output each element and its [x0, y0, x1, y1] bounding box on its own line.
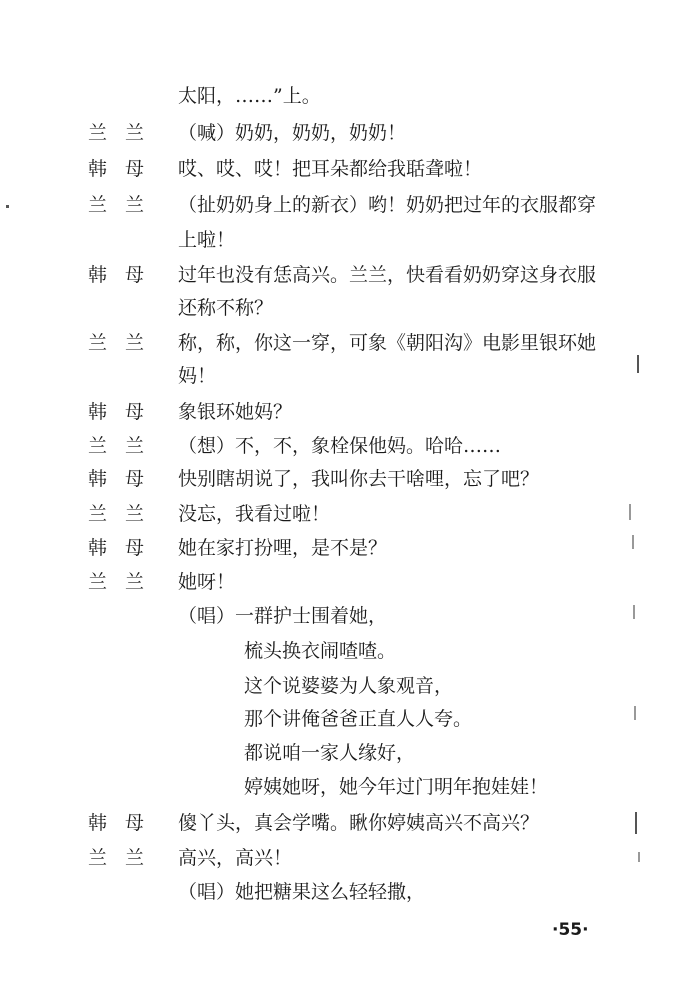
speaker-name: 兰兰 [88, 847, 163, 869]
speaker-name: 兰兰 [88, 435, 163, 457]
page-number: ·55· [552, 920, 589, 940]
speaker-name: 兰兰 [88, 332, 163, 354]
scan-speck [637, 355, 639, 373]
speaker-name: 兰兰 [88, 194, 163, 216]
speaker-name: 兰兰 [88, 503, 163, 525]
scan-speck [633, 605, 635, 619]
speaker-name: 韩母 [88, 401, 163, 423]
scan-speck [635, 812, 637, 834]
speaker-name: 韩母 [88, 812, 163, 834]
scan-speck [638, 852, 640, 862]
scan-speck [634, 706, 636, 720]
scan-speck [632, 535, 634, 549]
document-page: 太阳，……”上。 兰兰 （喊）奶奶，奶奶，奶奶！ 韩母 哎、哎、哎！把耳朵都给我聒聋啦！ 兰兰 （扯奶奶身上的新衣）哟！奶奶把过年的衣服都穿 上啦！ 韩母 过年也没有恁高兴。兰兰，快看看奶奶穿这身衣服 还称不称？ 兰兰 称，称，你这一穿，可象《朝阳沟》电影里银环她 妈！ 韩母 象银环她妈？ 兰兰 （想）不，不，象栓保他妈。哈哈…… 韩母 快别瞎胡说了，我叫你去干啥哩，忘了吧？ 兰兰 没忘，我看过啦！ 韩母 她在家打扮哩，是不是？ 兰兰 她呀！ （唱）一群护士围着她， 梳头换衣闹喳喳。 这个说婆婆为人象观音， 那个讲俺爸爸正直人人夸。 都说咱一家人缘好， 婷姨她呀，她今年过门明年抱娃娃！ 韩母 傻丫头，真会学嘴。瞅你婷姨高兴不高兴？ 兰兰 高兴，高兴！ （唱）她把糖果这么轻轻撒， ·55· [0, 0, 690, 998]
scan-speck [6, 205, 9, 208]
scan-speck [629, 504, 631, 520]
speaker-name: 韩母 [88, 264, 163, 286]
speaker-name: 兰兰 [88, 571, 163, 593]
speaker-name: 韩母 [88, 537, 163, 559]
speaker-name: 韩母 [88, 158, 163, 180]
speaker-name: 韩母 [88, 468, 163, 490]
speaker-name: 兰兰 [88, 122, 163, 144]
